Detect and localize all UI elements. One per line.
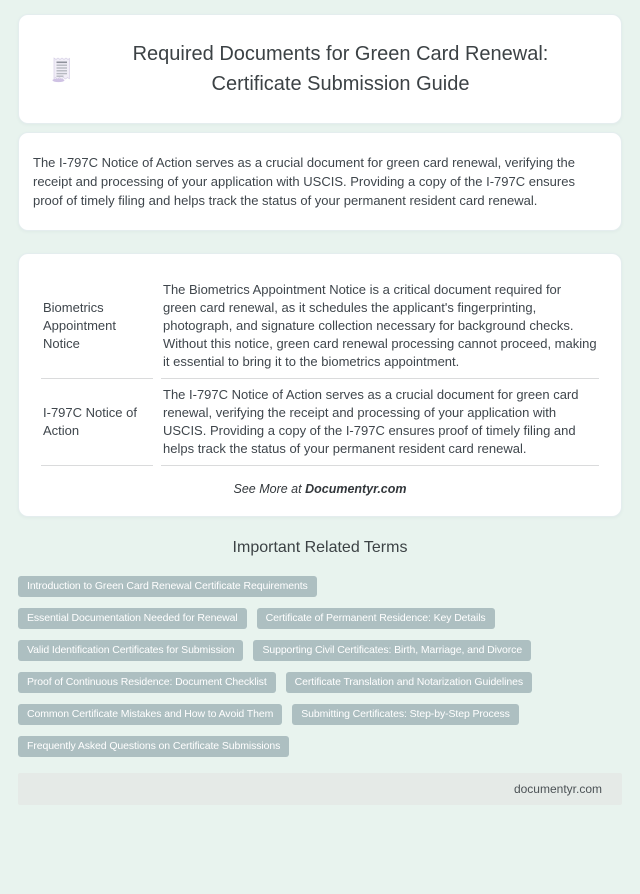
related-term-tag[interactable]: Proof of Continuous Residence: Document Checklist [18, 672, 276, 693]
related-term-tag[interactable]: Submitting Certificates: Step-by-Step Process [292, 704, 519, 725]
related-term-tag[interactable]: Supporting Civil Certificates: Birth, Marriage, and Divorce [253, 640, 531, 661]
title-card [18, 14, 622, 124]
related-term-tag[interactable]: Common Certificate Mistakes and How to Avoid Them [18, 704, 282, 725]
related-term-tag[interactable]: Introduction to Green Card Renewal Certificate Requirements [18, 576, 317, 597]
related-term-tag[interactable]: Frequently Asked Questions on Certificate Submissions [18, 736, 289, 757]
document-description: The I-797C Notice of Action serves as a crucial document for green card renewal, verifying the receipt and processing of your application with USCIS. Providing a copy of the I-797C ensures proof of timely filing and helps track the status of your permanent resident card renewal. [161, 379, 599, 466]
table-row [41, 379, 599, 466]
footer-site-label: documentyr.com [513, 782, 602, 796]
document-description: The Biometrics Appointment Notice is a critical document required for green card renewal, as it schedules the applicant's fingerprinting, photograph, and signature collection necessary for background checks. Without this notice, green card renewal processing cannot proceed, making it essential to bring it to the biometrics appointment. [161, 274, 599, 379]
see-more-text: See More at [233, 482, 302, 496]
related-term-tag[interactable]: Certificate Translation and Notarization Guidelines [286, 672, 532, 693]
receipt-icon [50, 56, 73, 83]
tag-row [18, 576, 622, 597]
related-terms-list [18, 576, 622, 757]
table-row [41, 274, 599, 379]
footer [18, 773, 622, 805]
see-more-line [33, 482, 607, 496]
tag-row [18, 672, 622, 693]
intro-paragraph: The I-797C Notice of Action serves as a crucial document for green card renewal, verifying the receipt and processing of your application with USCIS. Providing a copy of the I-797C ensures proof of timely filing and helps track the status of your permanent resident card renewal. [33, 155, 575, 208]
tag-row [18, 704, 622, 725]
related-term-tag[interactable]: Essential Documentation Needed for Renewal [18, 608, 247, 629]
documents-card [18, 253, 622, 517]
documents-table [33, 274, 607, 466]
see-more-site-link[interactable]: Documentyr.com [305, 482, 407, 496]
tag-row [18, 736, 622, 757]
related-term-tag[interactable]: Valid Identification Certificates for Submission [18, 640, 243, 661]
related-term-tag[interactable]: Certificate of Permanent Residence: Key Details [257, 608, 495, 629]
tag-row [18, 640, 622, 661]
document-term: I-797C Notice of Action [41, 379, 153, 466]
intro-card [18, 132, 622, 231]
tag-row [18, 608, 622, 629]
page-title: Required Documents for Green Card Renewal: Certificate Submission Guide [132, 43, 549, 95]
document-term: Biometrics Appointment Notice [41, 274, 153, 379]
related-terms-heading: Important Related Terms [232, 539, 408, 556]
